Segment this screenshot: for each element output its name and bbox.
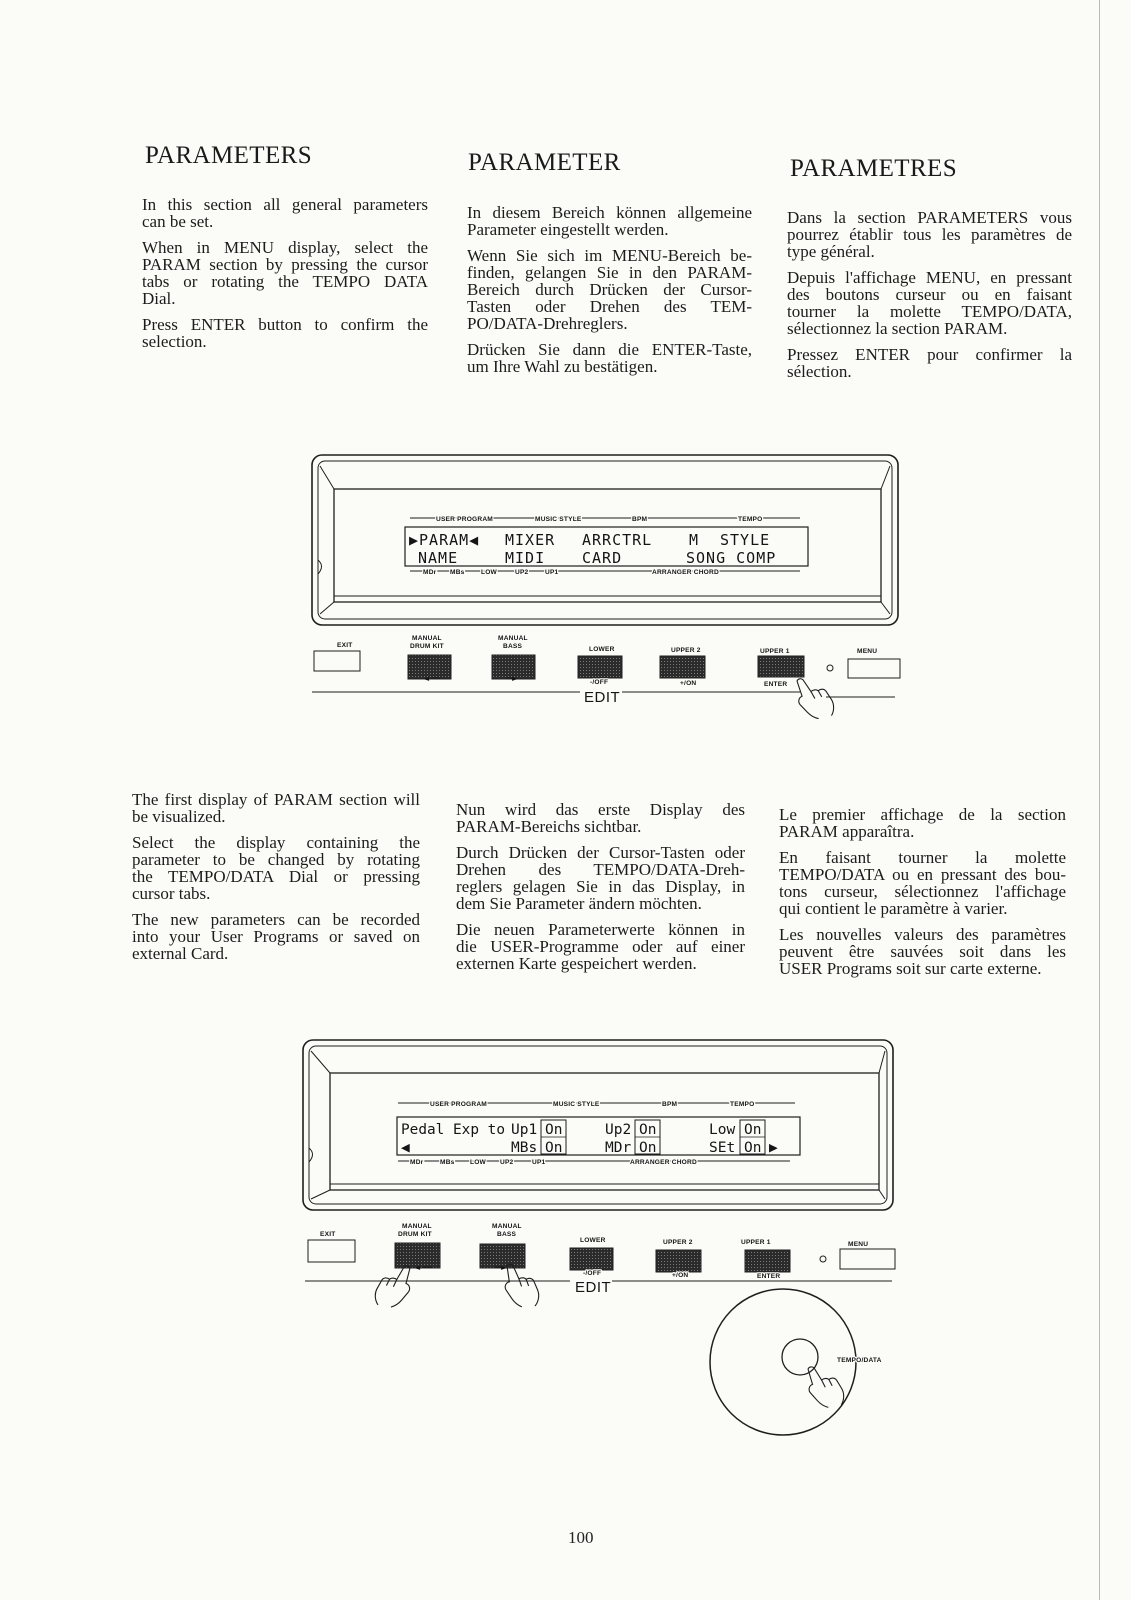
text-line: reglers gelagen Sie in das Display, in: [456, 877, 745, 896]
lcd-item-low: Low: [709, 1122, 736, 1138]
heading-en: PARAMETERS: [145, 142, 313, 169]
lcd-screen: [397, 1117, 800, 1156]
paragraph: [779, 806, 1066, 840]
label-up2: UP2: [515, 569, 529, 576]
off-label: -/OFF: [590, 679, 609, 686]
text-line: Dans la section PARAMETERS vous: [787, 208, 1072, 227]
exit-label: EXIT: [337, 642, 353, 649]
display-panel-diagram-2: [0, 1030, 1131, 1450]
paragraph: [142, 239, 428, 307]
lcd-header-labels: [410, 516, 800, 523]
menu-button: [840, 1249, 895, 1269]
text-line: sélectionnez la section PARAM.: [787, 319, 1008, 338]
lcd-footer-labels: [410, 569, 800, 576]
tempo-data-dial: [710, 1289, 882, 1435]
text-line: qui contient le paramètre à varier.: [779, 899, 1008, 918]
label-low: LOW: [470, 1159, 486, 1166]
paragraph: [132, 791, 420, 825]
left-arrow-icon: ◄: [414, 1263, 421, 1272]
text-line: external Card.: [132, 944, 229, 963]
lower-label: LOWER: [580, 1237, 606, 1244]
text-line: Nun wird das erste Display des: [456, 800, 745, 819]
text-line: tabs or rotating the TEMPO DATA: [142, 272, 428, 291]
text-line: Die neuen Parameterwerte können in: [456, 920, 745, 939]
label-arranger-chord: ARRANGER CHORD: [652, 569, 719, 576]
text-line: Wenn Sie sich im MENU-Bereich be-: [467, 246, 752, 265]
enter-label: ENTER: [757, 1273, 781, 1280]
lcd-item-param: ▶PARAM◀: [409, 531, 480, 549]
label-bpm: BPM: [662, 1101, 678, 1108]
right-arrow-icon: ►: [512, 674, 519, 683]
off-label: -/OFF: [583, 1270, 602, 1277]
text-line: cursor tabs.: [132, 884, 211, 903]
edit-label: EDIT: [584, 689, 621, 706]
label-mbs: MBs: [450, 569, 465, 576]
right-arrow-icon: ►: [501, 1263, 508, 1272]
text-line: die USER-Programme oder auf einer: [456, 937, 745, 956]
paragraph: [132, 834, 420, 902]
text-line: Drehen des TEMPO/DATA-Dreh-: [456, 860, 745, 879]
text-line: dem Sie Parameter ändern möchten.: [456, 894, 702, 913]
page-number: 100: [568, 1528, 594, 1547]
text-line: In diesem Bereich können allgemeine: [467, 203, 752, 222]
text-line: the TEMPO/DATA Dial or pressing: [132, 867, 420, 886]
text-line: Parameter eingestellt werden.: [467, 220, 669, 239]
lcd-item-pedal-exp: Pedal Exp to: [401, 1122, 505, 1138]
lcd-item-up1: Up1: [511, 1122, 538, 1138]
text-line: into your User Programs or saved on: [132, 927, 420, 946]
bass-label: BASS: [503, 643, 523, 650]
bottom-text-de: [456, 801, 745, 981]
upper2-button: [660, 656, 705, 678]
text-line: can be set.: [142, 212, 214, 231]
lower-label: LOWER: [589, 646, 615, 653]
text-line: When in MENU display, select the: [142, 238, 428, 257]
lcd-left-arrow-icon: ◀: [401, 1140, 410, 1156]
dial-knob-icon: [782, 1339, 818, 1375]
on-label: +/ON: [672, 1272, 689, 1279]
lcd-value-mbs: On: [545, 1140, 563, 1156]
text-line: TEMPO/DATA ou en pressant des bou-: [779, 865, 1066, 884]
edit-bracket: [305, 1279, 892, 1296]
text-line: pourrez établir tous les paramètres de: [787, 225, 1072, 244]
lcd-item-arrctrl: ARRCTRL: [582, 531, 653, 549]
text-line: externen Karte gespeichert werden.: [456, 954, 697, 973]
label-mdr: MDr: [410, 1159, 424, 1166]
text-line: tourner la molette TEMPO/DATA,: [787, 302, 1072, 321]
manual-drum-kit-button: [408, 655, 451, 679]
label-mdr: MDr: [423, 569, 437, 576]
drum-kit-label: DRUM KIT: [410, 643, 444, 650]
text-line: PARAM section by pressing the cursor: [142, 255, 428, 274]
lcd-item-style: STYLE: [720, 531, 771, 549]
lcd-value-low: On: [744, 1122, 762, 1138]
label-up2: UP2: [500, 1159, 514, 1166]
label-tempo: TEMPO: [730, 1101, 755, 1108]
lcd-item-song-comp: SONG COMP: [686, 549, 777, 567]
exit-button: [308, 1240, 355, 1262]
label-tempo: TEMPO: [738, 516, 763, 523]
top-text-fr: [787, 209, 1072, 389]
text-line: parameter to be changed by rotating: [132, 850, 420, 869]
text-line: sélection.: [787, 362, 852, 381]
text-line: Bereich durch Drücken der Cursor-: [467, 280, 752, 299]
text-line: type général.: [787, 242, 875, 261]
upper2-button: [656, 1250, 701, 1272]
exit-button: [314, 651, 360, 671]
paragraph: [456, 921, 745, 972]
display-bezel: [303, 1040, 893, 1210]
heading-de: PARAMETER: [468, 149, 621, 176]
lcd-value-set: On: [744, 1140, 762, 1156]
paragraph: [787, 209, 1072, 260]
edit-bracket: [312, 689, 895, 706]
bottom-text-fr: [779, 806, 1066, 986]
left-arrow-icon: ◄: [423, 674, 430, 683]
drum-kit-label: DRUM KIT: [398, 1231, 432, 1238]
upper1-label: UPPER 1: [741, 1239, 771, 1246]
top-text-en: [142, 196, 428, 359]
label-user-program: USER PROGRAM: [436, 516, 493, 523]
heading-fr: PARAMETRES: [790, 155, 958, 182]
label-up1: UP1: [532, 1159, 546, 1166]
text-line: Le premier affichage de la section: [779, 805, 1066, 824]
text-line: PO/DATA-Drehreglers.: [467, 314, 628, 333]
text-line: Depuis l'affichage MENU, en pressant: [787, 268, 1072, 287]
label-mbs: MBs: [440, 1159, 455, 1166]
edit-label: EDIT: [575, 1279, 612, 1296]
text-line: USER Programs soit sur carte externe.: [779, 959, 1042, 978]
text-line: tons curseur, sélectionnez l'affichage: [779, 882, 1066, 901]
label-arranger-chord: ARRANGER CHORD: [630, 1159, 697, 1166]
label-up1: UP1: [545, 569, 559, 576]
paragraph: [142, 316, 428, 350]
text-line: Drücken Sie dann die ENTER-Taste,: [467, 340, 752, 359]
hand-pointer-icon: [802, 1359, 847, 1413]
paragraph: [456, 801, 745, 835]
upper2-label: UPPER 2: [671, 647, 701, 654]
lcd-value-mdr: On: [639, 1140, 657, 1156]
lower-button: [570, 1248, 613, 1270]
lcd-footer-labels: [398, 1159, 790, 1166]
text-line: The new parameters can be recorded: [132, 910, 420, 929]
text-line: PARAM-Bereichs sichtbar.: [456, 817, 642, 836]
label-music-style: MUSIC STYLE: [535, 516, 582, 523]
dial-label: TEMPO/DATA: [837, 1357, 882, 1364]
lcd-item-mbs: MBs: [511, 1140, 538, 1156]
enter-label: ENTER: [764, 681, 788, 688]
lcd-value-up2: On: [639, 1122, 657, 1138]
text-line: Les nouvelles valeurs des paramètres: [779, 925, 1066, 944]
menu-led-icon: [820, 1256, 826, 1262]
bass-label: BASS: [497, 1231, 517, 1238]
paragraph: [779, 849, 1066, 917]
panel-buttons: [308, 1223, 895, 1280]
lcd-item-mdr: MDr: [605, 1140, 632, 1156]
paragraph: [779, 926, 1066, 977]
lcd-screen: [405, 527, 808, 567]
lcd-right-arrow-icon: ▶: [769, 1140, 778, 1156]
paragraph: [142, 196, 428, 230]
manual-label: MANUAL: [412, 635, 442, 642]
menu-led-icon: [827, 665, 833, 671]
panel-buttons: [314, 635, 900, 688]
text-line: des boutons curseur ou en faisant: [787, 285, 1072, 304]
top-text-de: [467, 204, 752, 384]
label-low: LOW: [481, 569, 497, 576]
bottom-text-en: [132, 791, 420, 971]
exit-label: EXIT: [320, 1231, 336, 1238]
paragraph: [467, 204, 752, 238]
menu-label: MENU: [857, 648, 878, 655]
menu-label: MENU: [848, 1241, 869, 1248]
text-line: um Ihre Wahl zu bestätigen.: [467, 357, 658, 376]
text-line: Durch Drücken der Cursor-Tasten oder: [456, 843, 745, 862]
upper2-label: UPPER 2: [663, 1239, 693, 1246]
lcd-item-mixer: MIXER: [505, 531, 556, 549]
label-user-program: USER PROGRAM: [430, 1101, 487, 1108]
text-line: PARAM apparaîtra.: [779, 822, 915, 841]
text-line: In this section all general parameters: [142, 195, 428, 214]
text-line: peuvent être sauvées soit dans les: [779, 942, 1066, 961]
display-panel-diagram-1: [0, 440, 1131, 730]
paragraph: [467, 341, 752, 375]
lcd-item-midi: MIDI: [505, 549, 546, 567]
manual-label: MANUAL: [498, 635, 528, 642]
text-line: Pressez ENTER pour confirmer la: [787, 345, 1072, 364]
paragraph: [132, 911, 420, 962]
manual-label: MANUAL: [402, 1223, 432, 1230]
label-bpm: BPM: [632, 516, 648, 523]
text-line: finden, gelangen Sie in den PARAM-: [467, 263, 752, 282]
lcd-header-labels: [398, 1101, 795, 1108]
upper1-button: [758, 656, 804, 677]
text-line: The first display of PARAM section will: [132, 790, 420, 809]
lcd-value-up1: On: [545, 1122, 563, 1138]
menu-button: [848, 659, 900, 678]
paragraph: [787, 346, 1072, 380]
lcd-item-name: NAME: [418, 549, 459, 567]
text-line: selection.: [142, 332, 207, 351]
hand-pointer-icon: [791, 671, 837, 726]
lcd-item-card: CARD: [582, 549, 623, 567]
on-label: +/ON: [680, 680, 697, 687]
lower-button: [578, 656, 622, 678]
label-music-style: MUSIC STYLE: [553, 1101, 600, 1108]
paragraph: [467, 247, 752, 332]
text-line: be visualized.: [132, 807, 226, 826]
text-line: Dial.: [142, 289, 176, 308]
text-line: Tasten oder Drehen des TEM-: [467, 297, 752, 316]
lcd-item-m: M: [689, 531, 700, 549]
upper1-button: [745, 1250, 790, 1272]
text-line: Select the display containing the: [132, 833, 420, 852]
text-line: En faisant tourner la molette: [779, 848, 1066, 867]
paragraph: [456, 844, 745, 912]
text-line: Press ENTER button to confirm the: [142, 315, 428, 334]
lcd-item-set: SEt: [709, 1140, 736, 1156]
lcd-item-up2: Up2: [605, 1122, 632, 1138]
upper1-label: UPPER 1: [760, 648, 790, 655]
manual-label: MANUAL: [492, 1223, 522, 1230]
hand-pointer-icon: [372, 1259, 416, 1313]
paragraph: [787, 269, 1072, 337]
